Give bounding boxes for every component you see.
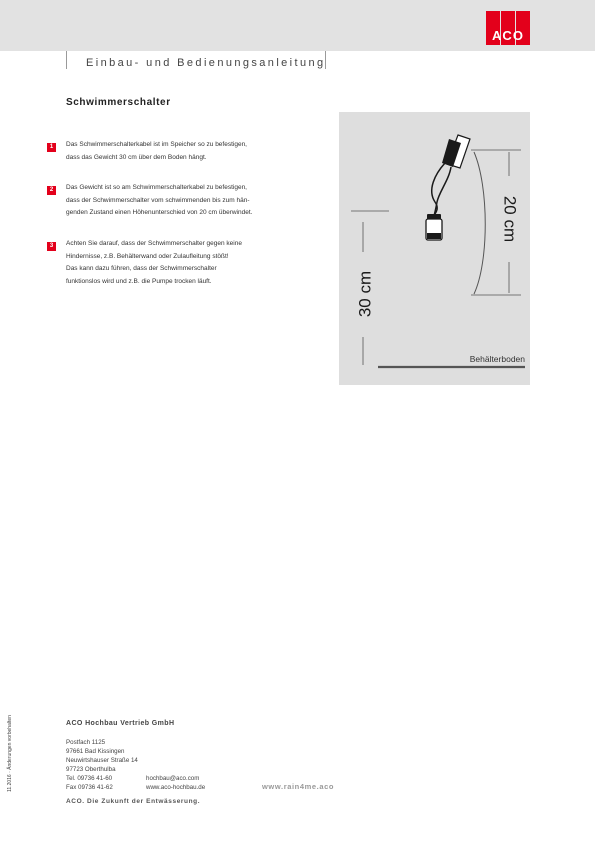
address-line: 97661 Bad Kissingen [66, 748, 125, 755]
step-2-number: 2 [47, 186, 56, 195]
dimension-20-label: 20 cm [500, 195, 520, 243]
swing-arc [474, 152, 485, 294]
address-line: Postfach 1125 [66, 739, 106, 746]
footer-side-note: 11.2016 · Änderungen vorbehalten [7, 715, 13, 792]
step-2-text: Das Gewicht ist so am Schwimmerschalterkabel zu befestigen, dass der Schwimmerschalter vom schwimmenden bis zum hän- genden Zustand einen Höhenunterschied von 20 cm überwindet. [66, 184, 253, 216]
fax-number: Fax 09736 41-62 [66, 784, 113, 791]
email-link[interactable]: hochbau@aco.com [146, 775, 200, 782]
website-link[interactable]: www.aco-hochbau.de [146, 784, 206, 791]
slogan: ACO. Die Zukunft der Entwässerung. [66, 798, 201, 805]
address-line: 97723 Oberthulba [66, 766, 116, 773]
diagram-svg [339, 112, 530, 385]
step-3-number: 3 [47, 242, 56, 251]
weight-base-icon [427, 233, 441, 239]
logo-text: ACO [492, 28, 524, 43]
step-1-text: Das Schwimmerschalterkabel ist im Speicher so zu befestigen, dass das Gewicht 30 cm über dem Boden hängt. [66, 141, 247, 161]
step-3-text: Achten Sie darauf, dass der Schwimmerschalter gegen keine Hindernisse, z.B. Behälterwand oder Zulaufleitung stößt! Das kann dazu führen, dass der Schwimmerschalter funktionslos wird und z.B. die Pumpe trocken läuft. [66, 240, 242, 285]
address-line: Neuwirtshauser Straße 14 [66, 757, 138, 764]
section-title: Schwimmerschalter [66, 97, 171, 108]
dimension-30-label: 30 cm [355, 270, 375, 318]
float-cable [432, 163, 445, 216]
header-divider-left [66, 51, 67, 69]
float-switch-diagram [339, 112, 530, 385]
company-name: ACO Hochbau Vertrieb GmbH [66, 720, 175, 727]
rain4me-link[interactable]: www.rain4me.aco [262, 782, 335, 791]
document-title: Einbau- und Bedienungsanleitung [86, 57, 326, 69]
phone-number: Tel. 09736 41-60 [66, 775, 113, 782]
floor-label: Behälterboden [469, 354, 525, 364]
step-1-number: 1 [47, 143, 56, 152]
aco-logo [486, 11, 530, 45]
